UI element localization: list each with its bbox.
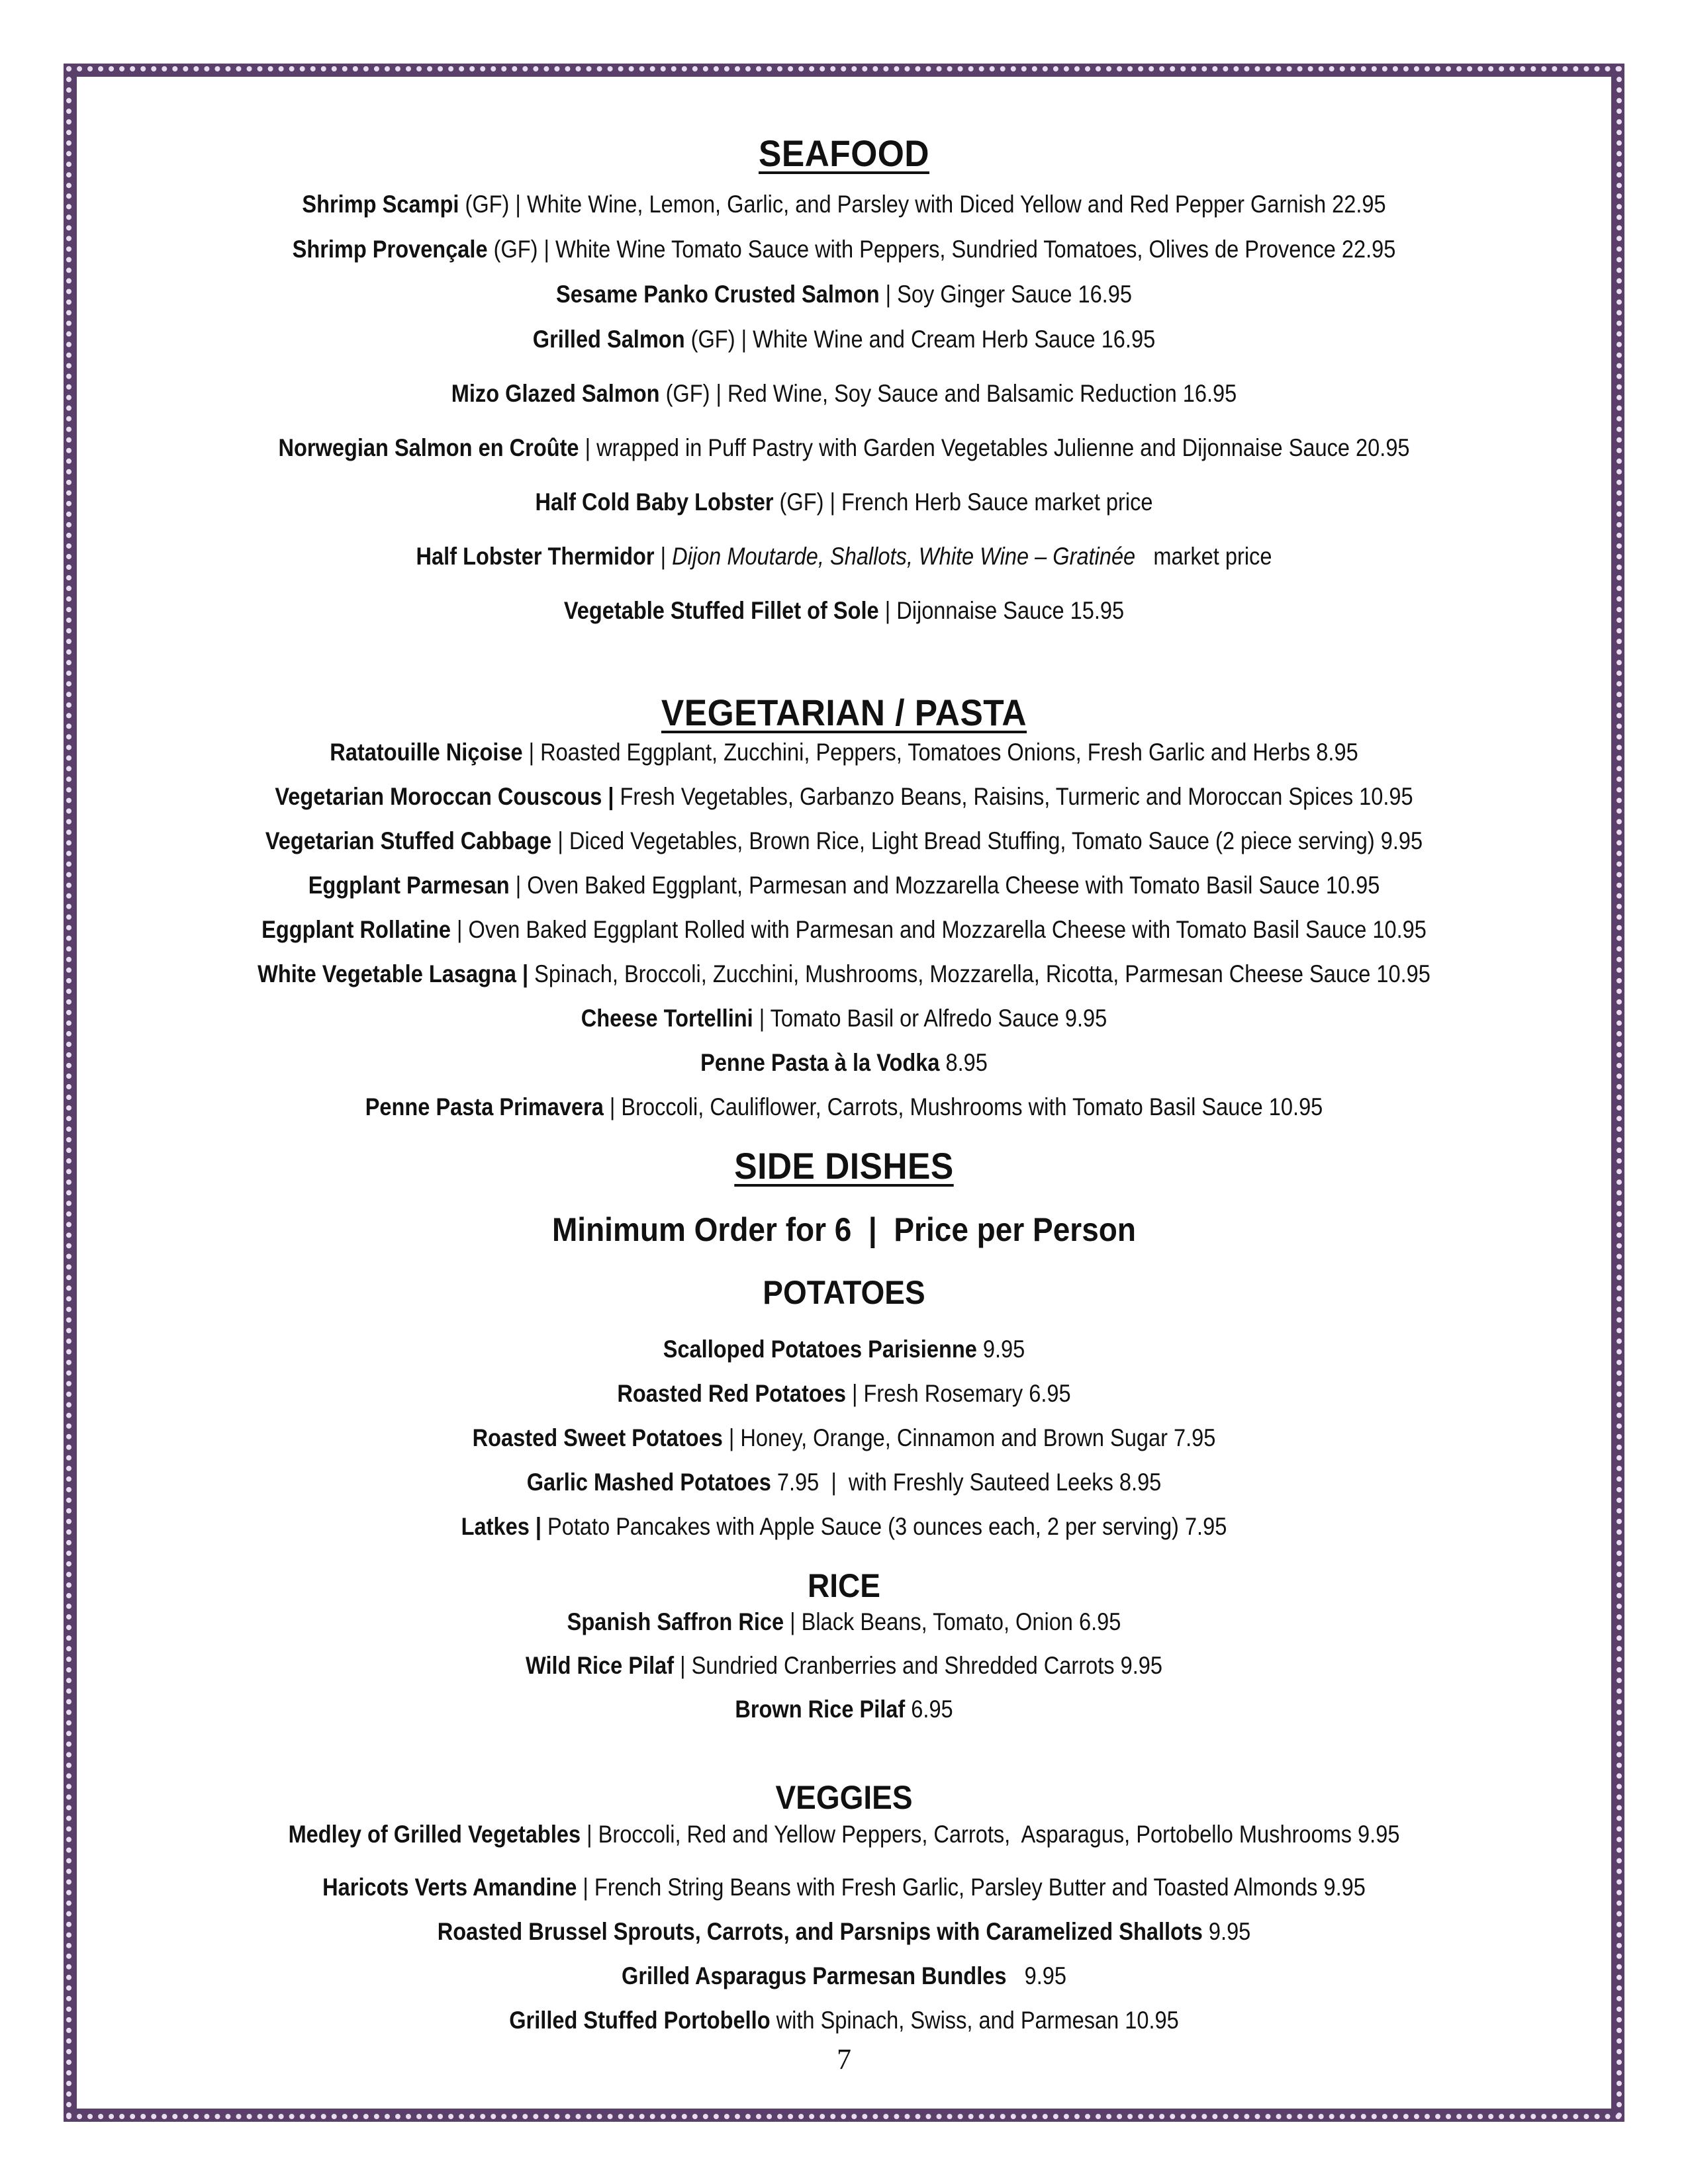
- menu-item: Eggplant Rollatine | Oven Baked Eggplant Rolled with Parmesan and Mozzarella Cheese with Tomato Basil Sauce 10.95: [261, 916, 1427, 943]
- vegetarian-section: [77, 689, 1611, 737]
- menu-item: Penne Pasta Primavera | Broccoli, Cauliflower, Carrots, Mushrooms with Tomato Basil Sauce 10.95: [365, 1093, 1323, 1120]
- menu-item: Sesame Panko Crusted Salmon | Soy Ginger Sauce 16.95: [556, 281, 1132, 308]
- menu-item: Grilled Asparagus Parmesan Bundles 9.95: [622, 1962, 1066, 1989]
- menu-item: Ratatouille Niçoise | Roasted Eggplant, Zucchini, Peppers, Tomatoes Onions, Fresh Garlic and Herbs 8.95: [330, 739, 1358, 766]
- menu-item: Roasted Red Potatoes | Fresh Rosemary 6.95: [617, 1380, 1071, 1407]
- subsection-heading-rice: RICE: [808, 1567, 880, 1604]
- subsection-heading-veggies: VEGGIES: [775, 1779, 913, 1816]
- menu-item: Vegetarian Moroccan Couscous | Fresh Vegetables, Garbanzo Beans, Raisins, Turmeric and Moroccan Spices 10.95: [275, 783, 1413, 810]
- subsection-heading-potatoes: POTATOES: [763, 1274, 925, 1311]
- menu-item: Mizo Glazed Salmon (GF) | Red Wine, Soy Sauce and Balsamic Reduction 16.95: [451, 380, 1237, 407]
- menu-item: Scalloped Potatoes Parisienne 9.95: [663, 1336, 1025, 1363]
- menu-item: Wild Rice Pilaf | Sundried Cranberries and Shredded Carrots 9.95: [526, 1652, 1162, 1679]
- menu-item: Roasted Brussel Sprouts, Carrots, and Parsnips with Caramelized Shallots 9.95: [437, 1918, 1251, 1945]
- menu-item: Half Cold Baby Lobster (GF) | French Herb Sauce market price: [535, 488, 1153, 516]
- section-heading-sides: SIDE DISHES: [734, 1145, 954, 1187]
- potatoes-heading-wrap: [77, 1271, 1611, 1314]
- sides-section: [77, 1142, 1611, 1191]
- section-heading-vegetarian: VEGETARIAN / PASTA: [661, 692, 1027, 733]
- section-heading-seafood: SEAFOOD: [758, 132, 929, 174]
- page-number: 7: [837, 2043, 851, 2075]
- rice-heading-wrap: [77, 1565, 1611, 1608]
- menu-item: Haricots Verts Amandine | French String Beans with Fresh Garlic, Parsley Butter and Toasted Almonds 9.95: [322, 1874, 1366, 1901]
- menu-item: Half Lobster Thermidor | Dijon Moutarde, Shallots, White Wine – Gratinée market price: [416, 543, 1272, 570]
- veggies-heading-wrap: [77, 1776, 1611, 1819]
- menu-item: White Vegetable Lasagna | Spinach, Broccoli, Zucchini, Mushrooms, Mozzarella, Ricotta, Parmesan Cheese Sauce 10.95: [258, 960, 1430, 987]
- menu-item: Eggplant Parmesan | Oven Baked Eggplant, Parmesan and Mozzarella Cheese with Tomato Basil Sauce 10.95: [308, 872, 1380, 899]
- decorative-border: [64, 64, 1624, 2122]
- menu-item: Brown Rice Pilaf 6.95: [735, 1696, 953, 1723]
- menu-item: Norwegian Salmon en Croûte | wrapped in Puff Pastry with Garden Vegetables Julienne and Dijonnaise Sauce 20.95: [278, 434, 1410, 461]
- menu-item: Spanish Saffron Rice | Black Beans, Tomato, Onion 6.95: [567, 1608, 1121, 1635]
- menu-item: Shrimp Provençale (GF) | White Wine Tomato Sauce with Peppers, Sundried Tomatoes, Olives de Provence 22.95: [292, 236, 1396, 263]
- menu-item: Latkes | Potato Pancakes with Apple Sauce (3 ounces each, 2 per serving) 7.95: [461, 1513, 1227, 1540]
- sides-subheading: Minimum Order for 6 | Price per Person: [551, 1211, 1136, 1248]
- menu-page: [77, 103, 1611, 2082]
- menu-item: Grilled Salmon (GF) | White Wine and Cream Herb Sauce 16.95: [532, 326, 1156, 353]
- menu-item: Medley of Grilled Vegetables | Broccoli, Red and Yellow Peppers, Carrots, Asparagus, Portobello Mushrooms 9.95: [288, 1821, 1400, 1848]
- menu-item: Penne Pasta à la Vodka 8.95: [700, 1049, 988, 1076]
- menu-item: Vegetarian Stuffed Cabbage | Diced Vegetables, Brown Rice, Light Bread Stuffing, Tomato Sauce (2 piece serving) 9.95: [265, 827, 1423, 854]
- sides-subheading-wrap: [77, 1208, 1611, 1251]
- menu-item: Vegetable Stuffed Fillet of Sole | Dijonnaise Sauce 15.95: [563, 597, 1125, 624]
- menu-item: Grilled Stuffed Portobello with Spinach, Swiss, and Parmesan 10.95: [509, 2007, 1179, 2034]
- menu-item: Roasted Sweet Potatoes | Honey, Orange, Cinnamon and Brown Sugar 7.95: [472, 1424, 1216, 1451]
- menu-item: Shrimp Scampi (GF) | White Wine, Lemon, Garlic, and Parsley with Diced Yellow and Red Pepper Garnish 22.95: [302, 191, 1386, 218]
- seafood-section: [77, 130, 1611, 178]
- menu-item: Garlic Mashed Potatoes 7.95 | with Freshly Sauteed Leeks 8.95: [526, 1469, 1162, 1496]
- menu-item: Cheese Tortellini | Tomato Basil or Alfredo Sauce 9.95: [581, 1005, 1107, 1032]
